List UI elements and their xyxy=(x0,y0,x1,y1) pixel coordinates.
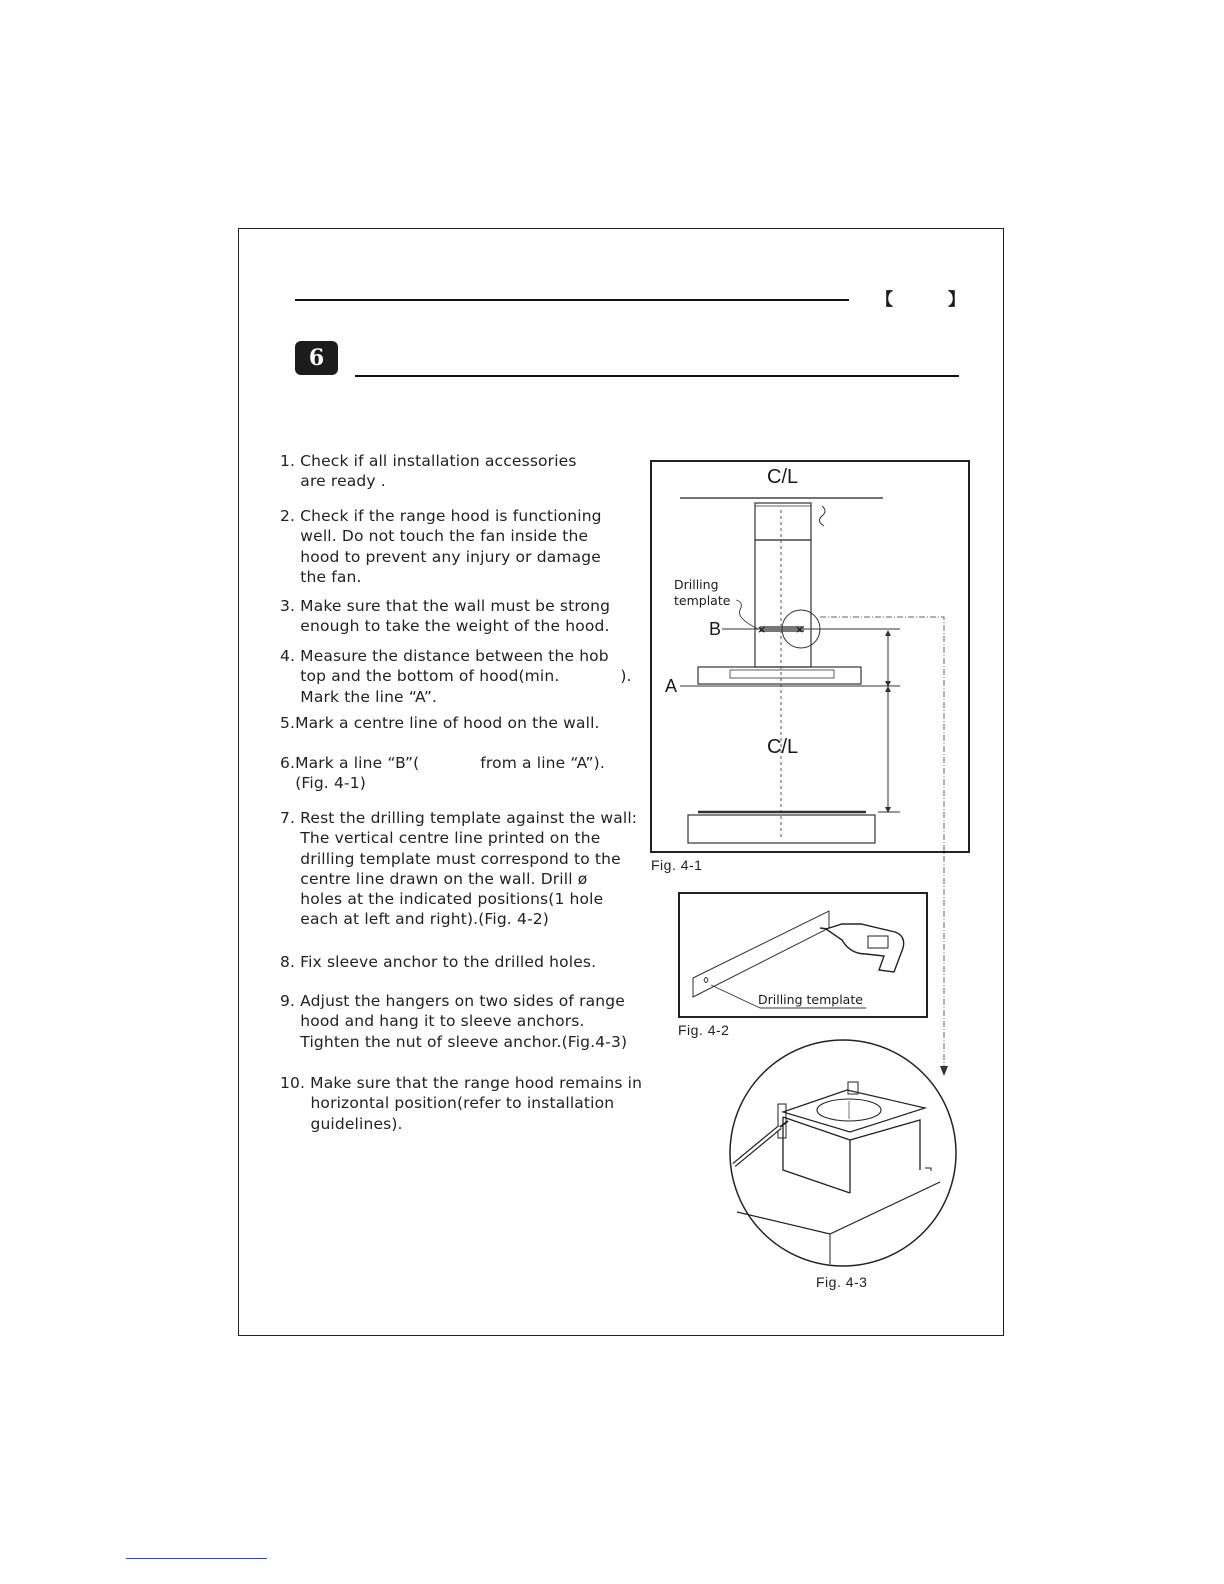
step-6: 6.Mark a line “B”( from a line “A”). (Fig. 4-1) xyxy=(280,754,605,793)
svg-text:×: × xyxy=(757,623,767,636)
step-7: 7. Rest the drilling template against the wall: The vertical centre line printed on the drilling template must correspond to the centre line drawn on the wall. Drill ø holes at the indicated positions(1 hole each at left and right).(Fig. 4-2) xyxy=(280,809,638,929)
fig2-drilling-template-label: Drilling template xyxy=(758,992,863,1007)
fig-4-3-caption: Fig. 4-3 xyxy=(816,1274,868,1290)
fig1-cl-bottom: C/L xyxy=(767,736,799,758)
fig-4-1-caption: Fig. 4-1 xyxy=(651,857,703,873)
fig-4-2-caption: Fig. 4-2 xyxy=(678,1022,730,1038)
header-bracket-open: 【 xyxy=(876,290,893,310)
step-1: 1. Check if all installation accessories are ready . xyxy=(280,452,577,491)
step-3: 3. Make sure that the wall must be strong enough to take the weight of the hood. xyxy=(280,597,611,636)
step-10: 10. Make sure that the range hood remains in horizontal position(refer to installation guidelines). xyxy=(280,1074,643,1133)
step-9: 9. Adjust the hangers on two sides of range hood and hang it to sleeve anchors. Tighten the nut of sleeve anchor.(Fig.4-3) xyxy=(280,992,628,1051)
step-5: 5.Mark a centre line of hood on the wall. xyxy=(280,714,600,732)
step-8: 8. Fix sleeve anchor to the drilled holes. xyxy=(280,953,597,971)
fig1-cl-top: C/L xyxy=(767,466,799,488)
step-4: 4. Measure the distance between the hob top and the bottom of hood(min. ). Mark the line “A”. xyxy=(280,647,632,706)
section-number-badge: 6 xyxy=(295,341,338,375)
svg-text:×: × xyxy=(795,623,805,636)
header-bracket-close: 】 xyxy=(948,290,965,310)
footer-link-underline[interactable] xyxy=(126,1558,267,1559)
fig1-drilling-template-label: Drilling template xyxy=(674,577,731,608)
fig1-line-a-label: A xyxy=(665,676,678,696)
step-2: 2. Check if the range hood is functioning well. Do not touch the fan inside the hood to prevent any injury or damage the fan. xyxy=(280,507,602,586)
fig1-line-b-label: B xyxy=(709,619,722,639)
